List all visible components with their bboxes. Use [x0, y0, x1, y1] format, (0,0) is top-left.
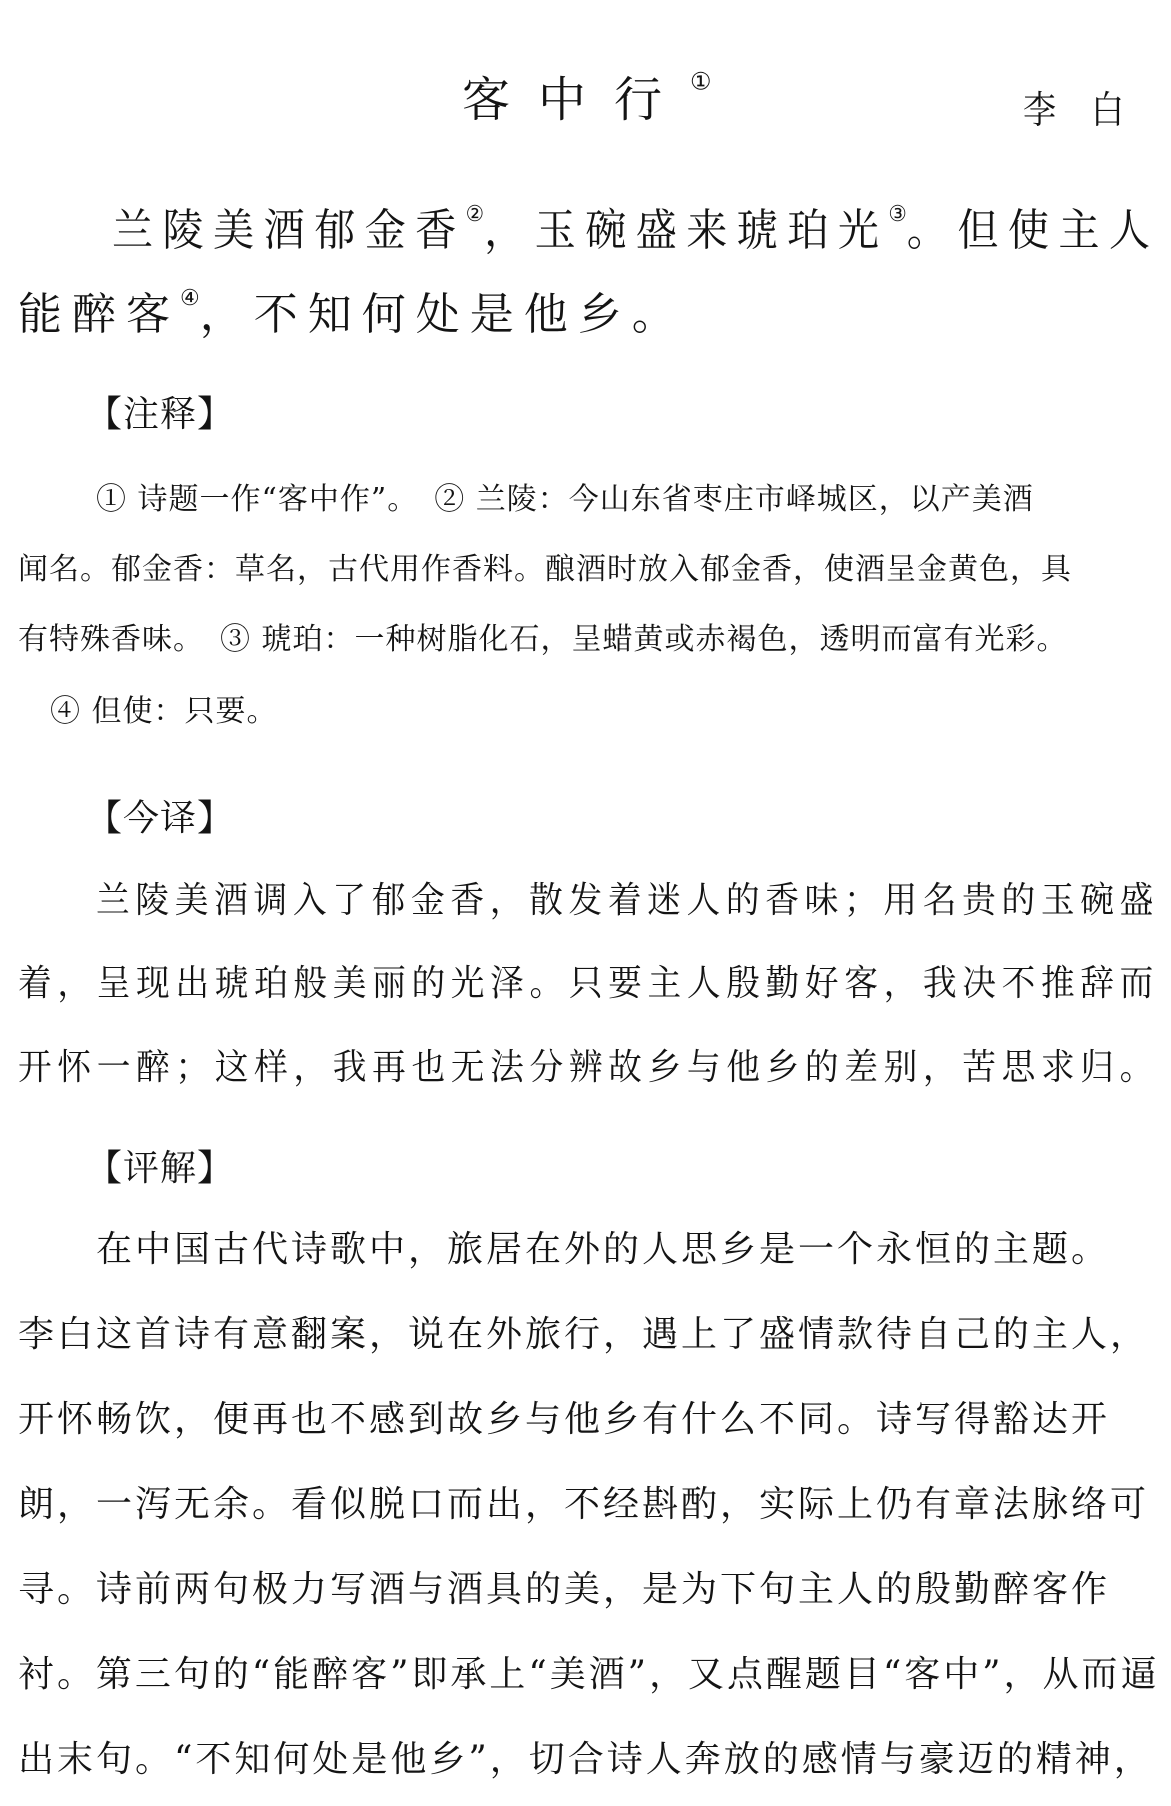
footnote-marker: ② — [465, 201, 485, 227]
commentary-line: 寻。诗前两句极力写酒与酒具的美，是为下句主人的殷勤醉客作 — [18, 1569, 1111, 1610]
commentary-line: 在中国古代诗歌中，旅居在外的人思乡是一个永恒的主题。 — [96, 1229, 1111, 1270]
poem-title — [462, 67, 712, 130]
note-line: 有特殊香味。 ③ 琥珀：一种树脂化石，呈蜡黄或赤褐色，透明而富有光彩。 — [18, 622, 1068, 657]
poem-author: 李白 — [1023, 88, 1160, 132]
notes-heading: 【注释】 — [86, 394, 235, 435]
translation-line: 开怀一醉；这样，我再也无法分辨故乡与他乡的差别，苦思求归。 — [18, 1047, 1160, 1088]
commentary-line: 衬。第三句的“能醉客”即承上“美酒”，又点醒题目“客中”，从而逼 — [18, 1654, 1160, 1695]
title-footnote-marker: ① — [690, 67, 712, 96]
translation-line: 着，呈现出琥珀般美丽的光泽。只要主人殷勤好客，我决不推辞而 — [18, 963, 1160, 1004]
footnote-marker: ③ — [888, 201, 907, 227]
commentary-line: 李白这首诗有意翻案，说在外旅行，遇上了盛情款待自己的主人， — [18, 1314, 1150, 1355]
poem-text: 兰陵美酒郁金香 — [112, 205, 466, 256]
commentary-line: 朗，一泻无余。看似脱口而出，不经斟酌，实际上仍有章法脉络可 — [18, 1484, 1150, 1525]
translation-heading: 【今译】 — [86, 798, 235, 839]
poem-text: 能醉客 — [18, 289, 180, 340]
translation-line: 兰陵美酒调入了郁金香，散发着迷人的香味；用名贵的玉碗盛 — [96, 880, 1160, 921]
poem-line — [18, 287, 686, 343]
note-line: ① 诗题一作“客中作”。 ② 兰陵：今山东省枣庄市峄城区，以产美酒 — [96, 482, 1034, 517]
poem-text: ，玉碗盛来琥珀光 — [484, 205, 889, 256]
poem-line — [112, 203, 1159, 259]
poem-title-text: 客中行 — [462, 72, 691, 128]
footnote-marker: ④ — [180, 285, 200, 311]
note-line: 闻名。郁金香：草名，古代用作香料。酿酒时放入郁金香，使酒呈金黄色，具 — [18, 552, 1072, 587]
poem-text: ，不知何处是他乡。 — [199, 289, 686, 340]
commentary-line: 出末句。“不知何处是他乡”，切合诗人奔放的感情与豪迈的精神， — [18, 1739, 1153, 1780]
note-line: ④ 但使：只要。 — [50, 694, 278, 729]
commentary-heading: 【评解】 — [86, 1148, 235, 1189]
poem-text: 。但使主人 — [906, 205, 1160, 256]
commentary-line: 开怀畅饮，便再也不感到故乡与他乡有什么不同。诗写得豁达开 — [18, 1399, 1111, 1440]
